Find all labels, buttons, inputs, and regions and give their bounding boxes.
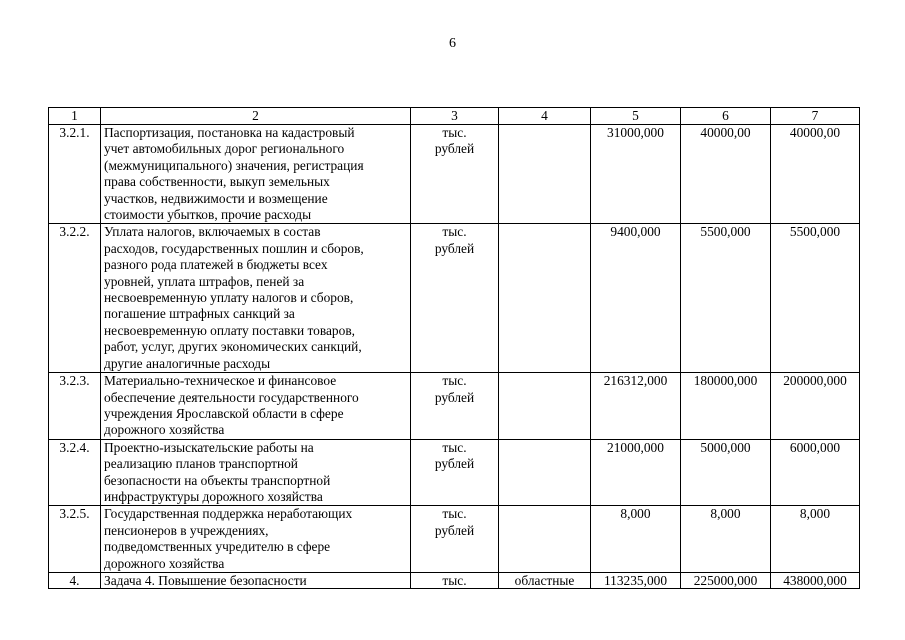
table-header-row bbox=[49, 108, 860, 125]
row-number: 3.2.4. bbox=[49, 439, 101, 506]
row-description: Уплата налогов, включаемых в состав расходов, государственных пошлин и сборов, разного рода платежей в бюджеты всех уровней, уплата штрафов, пеней за несвоевременную уплату налогов и сборов, погашение штрафных санкций за несвоевременную оплату поставки товаров, работ, услуг, других экономических санкций, другие аналогичные расходы bbox=[101, 224, 411, 373]
row-description: Задача 4. Повышение безопасности bbox=[101, 572, 411, 588]
table-row bbox=[49, 439, 860, 506]
row-value-col6: 40000,00 bbox=[681, 125, 771, 224]
row-value-col6: 8,000 bbox=[681, 506, 771, 573]
row-description: Проектно-изыскательские работы на реализацию планов транспортной безопасности на объекты транспортной инфраструктуры дорожного хозяйства bbox=[101, 439, 411, 506]
row-source bbox=[499, 506, 591, 573]
row-value-col7: 438000,000 bbox=[771, 572, 860, 588]
row-unit: тыс. рублей bbox=[411, 373, 499, 440]
column-header: 3 bbox=[411, 108, 499, 125]
column-header: 2 bbox=[101, 108, 411, 125]
row-value-col7: 40000,00 bbox=[771, 125, 860, 224]
column-header: 1 bbox=[49, 108, 101, 125]
row-number: 3.2.5. bbox=[49, 506, 101, 573]
row-value-col6: 180000,000 bbox=[681, 373, 771, 440]
budget-table bbox=[48, 107, 860, 589]
row-value-col7: 5500,000 bbox=[771, 224, 860, 373]
row-description: Государственная поддержка неработающих пенсионеров в учреждениях, подведомственных учредителю в сфере дорожного хозяйства bbox=[101, 506, 411, 573]
row-unit: тыс. рублей bbox=[411, 224, 499, 373]
row-value-col5: 31000,000 bbox=[591, 125, 681, 224]
column-header: 5 bbox=[591, 108, 681, 125]
row-number: 3.2.1. bbox=[49, 125, 101, 224]
row-unit: тыс. bbox=[411, 572, 499, 588]
row-value-col6: 225000,000 bbox=[681, 572, 771, 588]
row-value-col6: 5000,000 bbox=[681, 439, 771, 506]
table-row bbox=[49, 572, 860, 588]
column-header: 6 bbox=[681, 108, 771, 125]
row-description: Материально-техническое и финансовое обеспечение деятельности государственного учреждения Ярославской области в сфере дорожного хозяйства bbox=[101, 373, 411, 440]
row-value-col5: 216312,000 bbox=[591, 373, 681, 440]
row-value-col5: 113235,000 bbox=[591, 572, 681, 588]
table-row bbox=[49, 224, 860, 373]
row-description: Паспортизация, постановка на кадастровый учет автомобильных дорог регионального (межмуниципального) значения, регистрация права собственности, выкуп земельных участков, недвижимости и возмещение стоимости убытков, прочие расходы bbox=[101, 125, 411, 224]
row-number: 3.2.3. bbox=[49, 373, 101, 440]
row-source bbox=[499, 224, 591, 373]
row-number: 4. bbox=[49, 572, 101, 588]
row-source bbox=[499, 125, 591, 224]
row-value-col5: 21000,000 bbox=[591, 439, 681, 506]
row-source bbox=[499, 373, 591, 440]
row-value-col6: 5500,000 bbox=[681, 224, 771, 373]
column-header: 7 bbox=[771, 108, 860, 125]
row-value-col7: 8,000 bbox=[771, 506, 860, 573]
row-unit: тыс. рублей bbox=[411, 439, 499, 506]
row-value-col5: 9400,000 bbox=[591, 224, 681, 373]
row-unit: тыс. рублей bbox=[411, 506, 499, 573]
column-header: 4 bbox=[499, 108, 591, 125]
table-row bbox=[49, 506, 860, 573]
row-value-col7: 6000,000 bbox=[771, 439, 860, 506]
row-source bbox=[499, 439, 591, 506]
row-value-col5: 8,000 bbox=[591, 506, 681, 573]
table-row bbox=[49, 373, 860, 440]
page-number: 6 bbox=[449, 36, 456, 51]
row-number: 3.2.2. bbox=[49, 224, 101, 373]
row-value-col7: 200000,000 bbox=[771, 373, 860, 440]
table-row bbox=[49, 125, 860, 224]
row-unit: тыс. рублей bbox=[411, 125, 499, 224]
row-source: областные bbox=[499, 572, 591, 588]
